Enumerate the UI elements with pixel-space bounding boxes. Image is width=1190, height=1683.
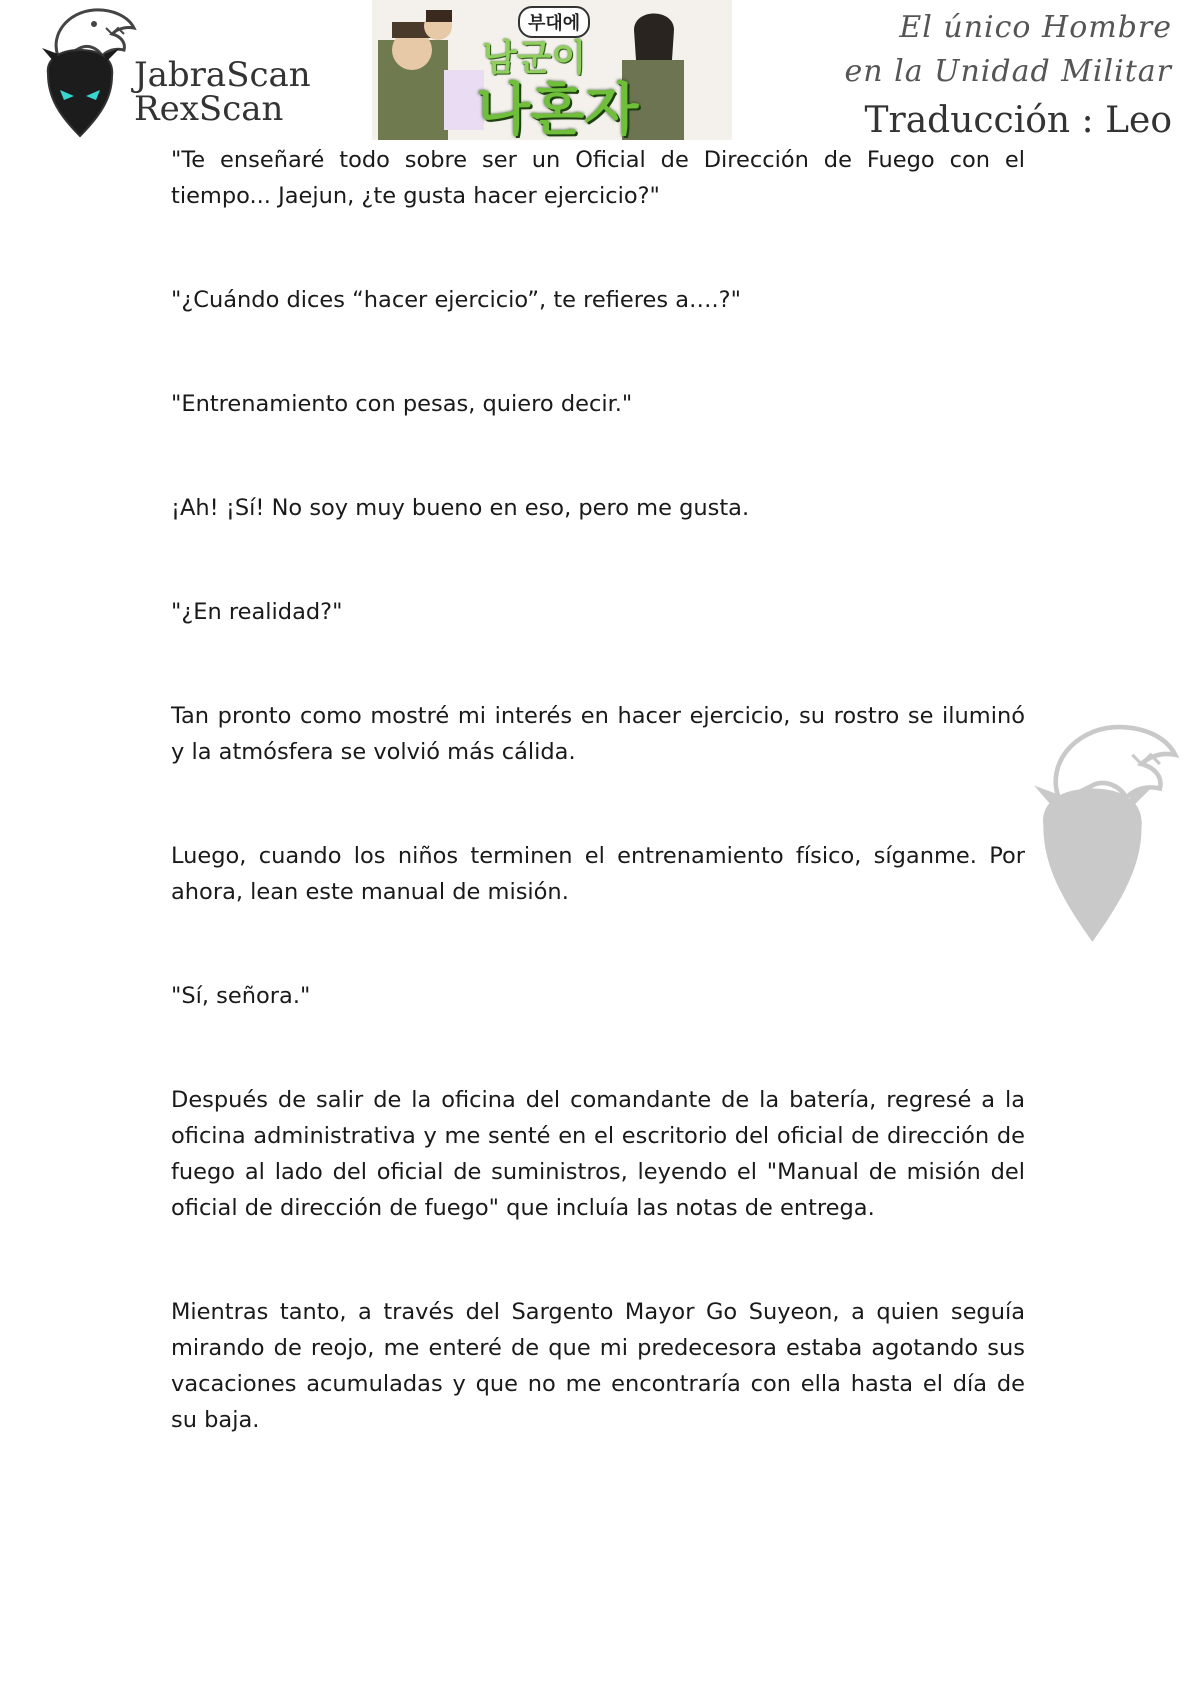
paragraph: "¿Cuándo dices “hacer ejercicio”, te refieres a….?" [171, 287, 741, 313]
paragraph: Mientras tanto, a través del Sargento Mayor Go Suyeon, a quien seguía mirando de reojo, me enteré de que mi predecesora estaba agotando sus vacaciones acumuladas y que no me encontraría con ella hasta el día de su baja. [171, 1299, 1025, 1433]
dinosaur-logo-icon [28, 4, 138, 140]
paragraph: Después de salir de la oficina del comandante de la batería, regresé a la oficina administrativa y me senté en el escritorio del oficial de dirección de fuego al lado del oficial de suministros, leyendo el "Manual de misión del oficial de dirección de fuego" que incluía las notas de entrega. [171, 1087, 1025, 1221]
brand-rexscan: RexScan [134, 89, 284, 129]
chapter-text [171, 142, 1025, 1438]
dinosaur-watermark-icon [1012, 718, 1182, 948]
paragraph: "Entrenamiento con pesas, quiero decir." [171, 391, 633, 417]
paragraph: "Te enseñaré todo sobre ser un Oficial de Dirección de Fuego con el tiempo... Jaejun, ¿te gusta hacer ejercicio?" [171, 147, 1025, 209]
scan-group-brand [134, 55, 311, 129]
cover-title-small: 부대에 [518, 6, 590, 38]
translator-credit: Traducción : Leo [864, 100, 1172, 141]
paragraph: Tan pronto como mostré mi interés en hacer ejercicio, su rostro se iluminó y la atmósfera se volvió más cálida. [171, 703, 1025, 765]
page-header [0, 0, 1190, 145]
series-title-line1: El único Hombre [899, 10, 1172, 45]
manhwa-cover-art [372, 0, 732, 140]
series-title-line2: en la Unidad Militar [844, 54, 1172, 89]
paragraph: "Sí, señora." [171, 983, 311, 1009]
series-title-block [845, 6, 1172, 146]
cover-title-big: 나혼자 [476, 78, 639, 140]
paragraph: "¿En realidad?" [171, 599, 343, 625]
paragraph: ¡Ah! ¡Sí! No soy muy bueno en eso, pero me gusta. [171, 495, 750, 521]
brand-jabrascan: JabraScan [134, 55, 311, 95]
paragraph: Luego, cuando los niños terminen el entrenamiento físico, síganme. Por ahora, lean este manual de misión. [171, 843, 1025, 905]
cover-title-mid: 남군이 [482, 38, 587, 79]
